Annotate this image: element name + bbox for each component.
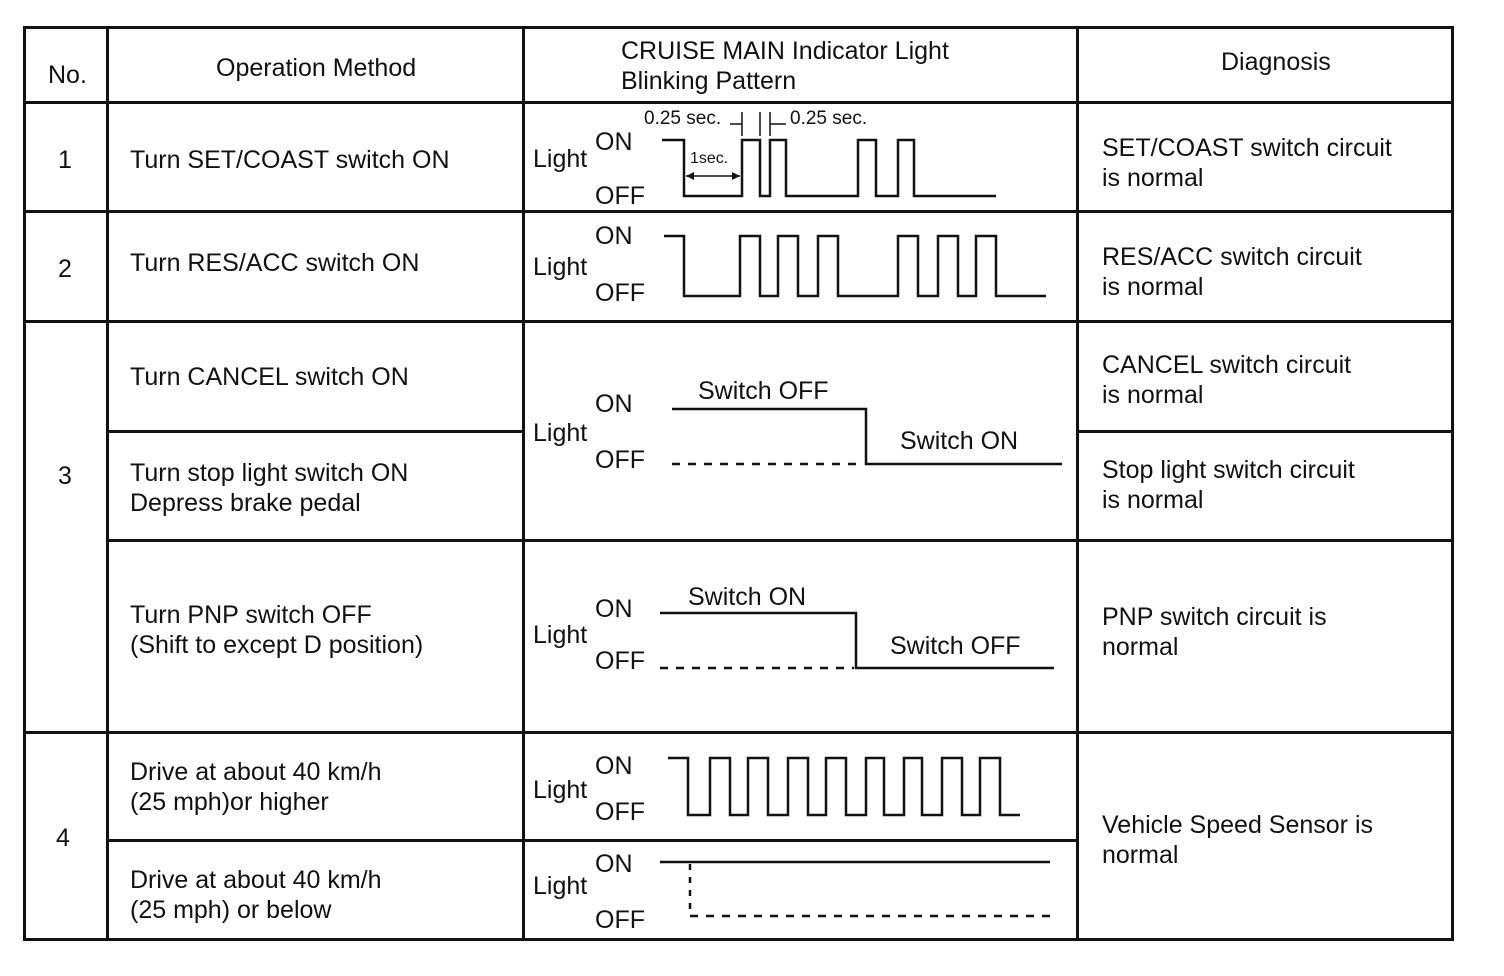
row4a-waveform (668, 758, 1020, 815)
row3a-waveform-solid (672, 409, 1062, 464)
row4b-off-label: OFF (595, 906, 645, 934)
diagnosis-stop-light-line2: is normal (1102, 486, 1204, 514)
row4b-light-label: Light (533, 872, 588, 900)
row-number-4: 4 (56, 824, 70, 852)
diagnosis-pnp-line2: normal (1102, 633, 1179, 661)
row4a-light-label: Light (533, 776, 588, 804)
row1-on-label: ON (595, 128, 633, 156)
header-diagnosis: Diagnosis (1221, 48, 1331, 76)
row1-timing-mid: 1sec. (690, 150, 729, 167)
method-res-acc: Turn RES/ACC switch ON (130, 249, 420, 277)
row4b-on-label: ON (595, 850, 633, 878)
header-operation-method: Operation Method (216, 54, 417, 82)
row-number-1: 1 (58, 146, 72, 174)
row3b-off-label: OFF (595, 647, 645, 675)
row2-on-label: ON (595, 222, 633, 250)
row1-off-label: OFF (595, 182, 645, 210)
diagnosis-res-acc-line2: is normal (1102, 273, 1204, 301)
row3a-switch-off-label: Switch OFF (698, 377, 829, 405)
diagnosis-res-acc-line1: RES/ACC switch circuit (1102, 243, 1362, 271)
row2-off-label: OFF (595, 279, 645, 307)
method-stop-light-line2: Depress brake pedal (130, 489, 361, 517)
row3a-switch-on-label: Switch ON (900, 427, 1019, 455)
diagnosis-speed-sensor-line1: Vehicle Speed Sensor is (1102, 811, 1374, 839)
header-blinking-pattern-line1: CRUISE MAIN Indicator Light (621, 37, 949, 65)
method-speed-low-line1: Drive at about 40 km/h (130, 866, 382, 894)
row3b-on-label: ON (595, 595, 633, 623)
method-speed-low-line2: (25 mph) or below (130, 896, 332, 924)
header-no: No. (48, 61, 87, 89)
row3b-waveform-solid (660, 613, 1054, 668)
row4a-off-label: OFF (595, 798, 645, 826)
row1-timing-left: 0.25 sec. (644, 108, 722, 129)
row3a-light-label: Light (533, 419, 588, 447)
row1-dim-arrowhead-r (732, 172, 740, 180)
method-speed-high-line2: (25 mph)or higher (130, 788, 329, 816)
method-set-coast: Turn SET/COAST switch ON (130, 146, 450, 174)
header-blinking-pattern-line2: Blinking Pattern (621, 67, 797, 95)
method-pnp-line1: Turn PNP switch OFF (130, 601, 372, 629)
row2-light-label: Light (533, 253, 588, 281)
row1-dim-arrowhead-l (686, 172, 694, 180)
row3a-off-label: OFF (595, 446, 645, 474)
row3a-on-label: ON (595, 390, 633, 418)
row3b-switch-on-label: Switch ON (688, 583, 807, 611)
diagnosis-stop-light-line1: Stop light switch circuit (1102, 456, 1355, 484)
method-cancel: Turn CANCEL switch ON (130, 363, 409, 391)
method-pnp-line2: (Shift to except D position) (130, 631, 424, 659)
diagnosis-cancel-line1: CANCEL switch circuit (1102, 351, 1352, 379)
row4a-on-label: ON (595, 752, 633, 780)
method-speed-high-line1: Drive at about 40 km/h (130, 758, 382, 786)
method-stop-light-line1: Turn stop light switch ON (130, 459, 409, 487)
diagnosis-pnp-line1: PNP switch circuit is (1102, 603, 1327, 631)
row-number-2: 2 (58, 255, 72, 283)
diagnosis-set-coast-line2: is normal (1102, 164, 1204, 192)
row-number-3: 3 (58, 462, 72, 490)
diagnosis-cancel-line2: is normal (1102, 381, 1204, 409)
diagnosis-speed-sensor-line2: normal (1102, 841, 1179, 869)
diagnosis-set-coast-line1: SET/COAST switch circuit (1102, 134, 1392, 162)
row3b-switch-off-label: Switch OFF (890, 632, 1021, 660)
row1-timing-right: 0.25 sec. (790, 108, 868, 129)
row1-light-label: Light (533, 145, 588, 173)
row2-waveform (664, 236, 1046, 296)
row1-waveform (662, 140, 996, 196)
row3b-light-label: Light (533, 621, 588, 649)
